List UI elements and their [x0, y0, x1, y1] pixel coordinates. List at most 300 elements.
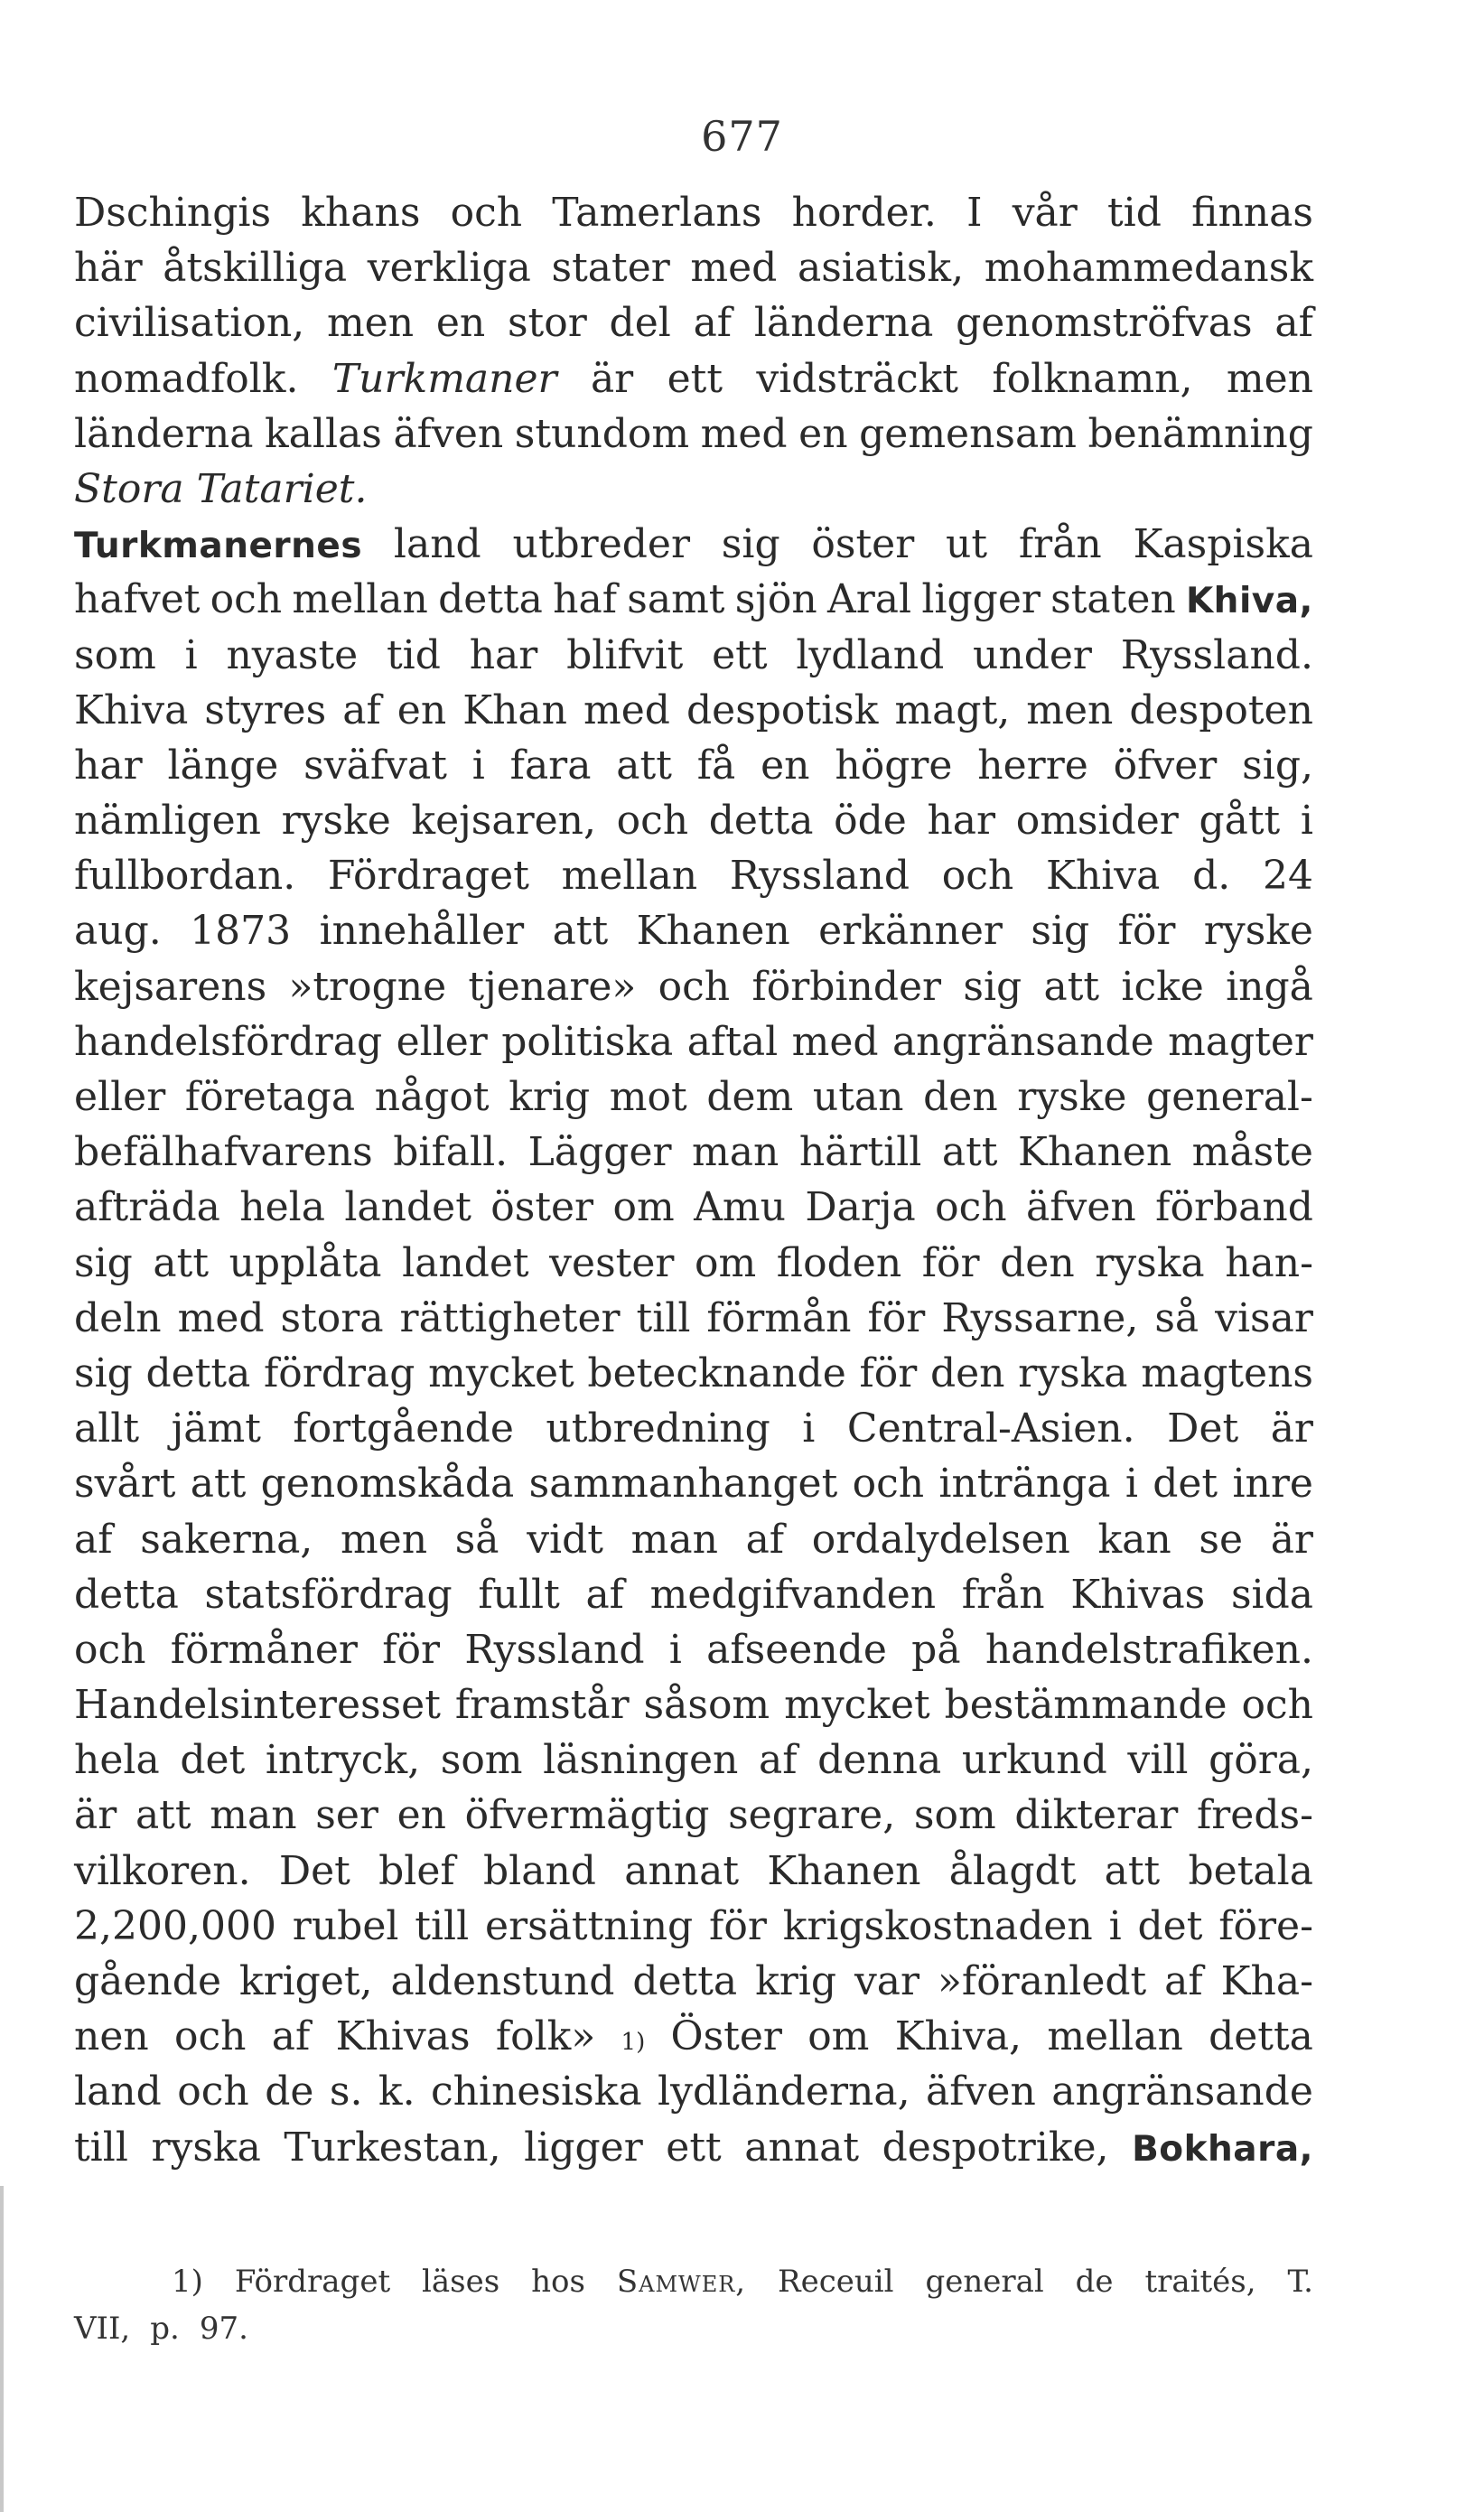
footnote-line	[74, 2305, 1313, 2352]
word: deln	[74, 1294, 162, 1341]
word: hafvet	[74, 576, 201, 623]
word: öster	[811, 521, 915, 568]
word: Khivas	[335, 2013, 471, 2060]
text-line	[74, 1236, 1313, 1291]
word: magt,	[894, 686, 1011, 733]
text-line	[74, 517, 1313, 572]
word: är	[74, 1792, 117, 1839]
word: Kaspiska	[1133, 521, 1313, 568]
word: gemensam	[859, 410, 1077, 457]
word: att	[941, 1129, 998, 1176]
word: »trogne	[288, 963, 447, 1010]
word: I	[966, 190, 983, 236]
word: stundom	[514, 410, 690, 457]
word: och	[74, 1626, 146, 1673]
page-number: 677	[701, 112, 783, 161]
word: bifall.	[393, 1129, 509, 1176]
page-edge-line	[0, 2186, 4, 2512]
word: utbredning	[546, 1405, 770, 1452]
word: annat	[744, 2124, 860, 2171]
word: ryske	[281, 798, 391, 845]
text-line	[74, 295, 1313, 350]
word: icke	[1121, 963, 1204, 1010]
word: despoten	[1129, 686, 1313, 733]
word: att	[616, 742, 672, 789]
word: folknamn,	[992, 355, 1193, 402]
word: Lägger	[527, 1129, 672, 1176]
word: Khanen	[1018, 1129, 1172, 1176]
word: vidsträckt	[756, 355, 958, 402]
word: VII,	[74, 2311, 131, 2347]
word: urkund	[961, 1737, 1107, 1784]
word: ryska	[1018, 1349, 1128, 1396]
text-line	[74, 738, 1313, 793]
word: som	[913, 1792, 996, 1839]
word: handelstrafiken.	[985, 1626, 1313, 1673]
word: öfvermägtig	[464, 1792, 710, 1839]
text-line	[74, 240, 1313, 295]
word: rubel	[292, 1902, 399, 1949]
word: ålagdt	[948, 1847, 1077, 1894]
text-line	[74, 462, 1313, 517]
word: med	[583, 686, 670, 733]
word: detta	[74, 1571, 179, 1618]
word: despotrike,	[882, 2124, 1109, 2171]
text-line	[74, 793, 1313, 848]
word: floden	[776, 1239, 902, 1286]
word: Turkmaner	[331, 355, 557, 402]
word: verkliga	[367, 245, 531, 292]
word: Central-Asien.	[846, 1405, 1135, 1452]
word: civilisation,	[74, 300, 305, 347]
text-line	[74, 1622, 1313, 1677]
word: äfven	[926, 2068, 1036, 2115]
word: 2,200,000	[74, 1902, 276, 1949]
word: före-	[1218, 1902, 1313, 1949]
word: 97.	[199, 2311, 248, 2347]
word: med	[177, 1294, 265, 1341]
word: förband	[1155, 1184, 1313, 1231]
word: betecknande	[587, 1349, 846, 1396]
word: öde	[834, 798, 907, 845]
word: vår	[1012, 190, 1078, 236]
word: den	[1000, 1239, 1075, 1286]
word: kallas	[265, 410, 382, 457]
word: stora	[280, 1294, 384, 1341]
word: Ryssland	[464, 1626, 645, 1673]
word: för	[867, 1294, 926, 1341]
word: som	[74, 631, 156, 678]
word: så	[1154, 1294, 1199, 1341]
text-line	[74, 1456, 1313, 1511]
text-line	[74, 185, 1313, 240]
word: aldenstund	[390, 1958, 615, 2004]
word: hela	[74, 1737, 160, 1784]
word: han-	[1225, 1239, 1313, 1286]
word: blifvit	[566, 631, 684, 678]
word: länderna	[753, 300, 934, 347]
word: under	[973, 631, 1092, 678]
word: benämning	[1087, 410, 1313, 457]
word: lydländerna,	[658, 2068, 910, 2115]
word: segrare,	[728, 1792, 896, 1839]
word: man	[630, 1516, 718, 1563]
word: det	[1137, 1902, 1203, 1949]
word: general-	[1146, 1074, 1313, 1120]
word: måste	[1191, 1129, 1313, 1176]
text-line	[74, 1512, 1313, 1567]
word: ligger	[921, 576, 1041, 623]
word: sjön	[734, 576, 817, 623]
word: och	[210, 576, 283, 623]
word: ryska	[1095, 1239, 1205, 1286]
word: för	[709, 1902, 767, 1949]
word: 1873	[190, 908, 292, 955]
word: Amu	[694, 1184, 786, 1231]
word: rättigheter	[399, 1294, 621, 1341]
word: här	[74, 245, 143, 292]
word: se	[1199, 1516, 1244, 1563]
word: Ryssland.	[1120, 631, 1313, 678]
word: ordalydelsen	[811, 1516, 1070, 1563]
word: att	[135, 1792, 191, 1839]
word: med	[791, 1018, 879, 1065]
word: man	[210, 1792, 297, 1839]
word: betala	[1188, 1847, 1313, 1894]
word: traités,	[1144, 2264, 1256, 2300]
word: magter	[1168, 1018, 1313, 1065]
word: göra,	[1209, 1737, 1313, 1784]
word: sig	[1031, 908, 1090, 955]
word: om	[612, 1184, 675, 1231]
word: öfver	[1113, 742, 1218, 789]
word: ser	[315, 1792, 378, 1839]
word: Tamerlans	[552, 190, 762, 236]
word: Khiva,	[1185, 581, 1313, 622]
word: i	[802, 1405, 816, 1452]
word: en	[397, 686, 447, 733]
word: att	[1043, 963, 1100, 1010]
word: högre	[835, 742, 953, 789]
word: kejsaren,	[411, 798, 596, 845]
word: detta	[438, 576, 543, 623]
word: utan	[812, 1074, 904, 1120]
word: öster	[490, 1184, 594, 1231]
text-line: nen och af Khivas folk» 1) Öster om Khiva, mellan detta	[74, 2009, 1313, 2064]
word: Turkmanernes	[74, 526, 363, 567]
word: af	[758, 1737, 798, 1784]
word: gående	[74, 1958, 221, 2004]
word: den	[923, 1074, 998, 1120]
word: äfven	[393, 410, 504, 457]
word: af	[585, 1571, 624, 1618]
word: sig	[963, 963, 1022, 1010]
word: Fördraget	[234, 2264, 391, 2300]
word: kan	[1097, 1516, 1171, 1563]
word: Khanen	[767, 1847, 921, 1894]
word: nen	[74, 2013, 149, 2060]
word: af	[1164, 1958, 1203, 2004]
word: Samwer,	[616, 2264, 747, 2300]
word: asiatisk,	[797, 245, 965, 292]
word: stor	[507, 300, 587, 347]
word: mycket	[784, 1682, 930, 1729]
word: intryck,	[265, 1737, 421, 1784]
word: Fördraget	[327, 853, 529, 900]
word: har	[927, 798, 996, 845]
word: Turkestan,	[284, 2124, 501, 2171]
text-line	[74, 2064, 1313, 2119]
word: Aral	[827, 576, 912, 623]
word: är	[1270, 1516, 1313, 1563]
text-line	[74, 1788, 1313, 1843]
word: jämt	[171, 1405, 261, 1452]
word: sakerna,	[140, 1516, 313, 1563]
word: freds-	[1196, 1792, 1313, 1839]
word: det	[1153, 1461, 1218, 1508]
word: Ryssland	[729, 853, 910, 900]
word: vidt	[527, 1516, 603, 1563]
word: nämligen	[74, 798, 261, 845]
word: i	[1300, 798, 1313, 845]
word: detta	[708, 798, 814, 845]
word: dikterar	[1014, 1792, 1179, 1839]
word: sig,	[1242, 742, 1313, 789]
word: befälhafvarens	[74, 1129, 373, 1176]
word: mellan	[292, 576, 428, 623]
word: Khiva,	[894, 2013, 1022, 2060]
word: krig	[509, 1074, 591, 1120]
word: förbinder	[751, 963, 942, 1010]
word: fara	[509, 742, 592, 789]
word: ut	[946, 521, 988, 568]
word: för	[382, 1626, 441, 1673]
word: mellan	[561, 853, 698, 900]
word: förmåner	[170, 1626, 358, 1673]
word: k.	[378, 2068, 415, 2115]
word: från	[961, 1571, 1045, 1618]
word: allt	[74, 1405, 140, 1452]
word: och	[1241, 1682, 1313, 1729]
word: en	[798, 410, 848, 457]
word: så	[454, 1516, 499, 1563]
word: framstår	[454, 1682, 630, 1729]
word: omsider	[1015, 798, 1179, 845]
word: för	[1117, 908, 1176, 955]
word: något	[374, 1074, 490, 1120]
word: och	[941, 853, 1014, 900]
word: till	[415, 1902, 470, 1949]
word: d.	[1192, 853, 1231, 900]
word: horder.	[791, 190, 937, 236]
text-line	[74, 1401, 1313, 1456]
text-line	[74, 1677, 1313, 1732]
word: angränsande	[1051, 2068, 1313, 2115]
word: khans	[301, 190, 421, 236]
word: Dschingis	[74, 190, 272, 236]
word: att	[153, 1239, 210, 1286]
word: magtens	[1141, 1349, 1313, 1396]
word: som	[440, 1737, 523, 1784]
word: och	[177, 2068, 249, 2115]
word: eller	[74, 1074, 166, 1120]
word: dem	[706, 1074, 794, 1120]
word: läsningen	[543, 1737, 739, 1784]
word: innehåller	[319, 908, 525, 955]
word: Darja	[805, 1184, 916, 1231]
word: men	[1026, 686, 1114, 733]
word: detta	[632, 1958, 738, 2004]
word: bestämmande	[944, 1682, 1227, 1729]
text-line	[74, 1069, 1313, 1125]
word: kejsarens	[74, 963, 267, 1010]
text-line	[74, 1899, 1313, 1954]
word: 1)	[172, 2264, 203, 2300]
word: staten	[1050, 576, 1176, 623]
word: afseende	[706, 1626, 887, 1673]
word: upplåta	[229, 1239, 382, 1286]
word: medgifvanden	[649, 1571, 937, 1618]
word: mellan	[1047, 2013, 1183, 2060]
word: Khan	[462, 686, 567, 733]
word: detta	[1209, 2013, 1313, 2060]
word: erkänner	[818, 908, 1003, 955]
word: Ryssarne,	[941, 1294, 1139, 1341]
text-line	[74, 1844, 1313, 1899]
word: ryska	[151, 2124, 261, 2171]
word: och	[616, 798, 689, 845]
word: en	[435, 300, 486, 347]
footnote-line	[74, 2258, 1313, 2305]
text-line	[74, 903, 1313, 958]
text-line	[74, 2120, 1313, 2175]
word: i	[668, 1626, 682, 1673]
word: företaga	[184, 1074, 356, 1120]
word: de	[265, 2068, 314, 2115]
word: svårt	[74, 1461, 176, 1508]
word: del	[609, 300, 671, 347]
word: folk»	[495, 2013, 596, 2060]
text-line	[74, 628, 1313, 683]
word: stater	[551, 245, 670, 292]
text-line	[74, 1567, 1313, 1622]
word: Det	[1167, 1405, 1239, 1452]
word: i	[1125, 1461, 1138, 1508]
text-line	[74, 406, 1313, 462]
word: general	[925, 2264, 1044, 2300]
text-line	[74, 1291, 1313, 1346]
word: för	[921, 1239, 980, 1286]
text-line	[74, 572, 1313, 627]
word: fullbordan.	[74, 853, 296, 900]
word: chinesiska	[431, 2068, 642, 2115]
text-line	[74, 1954, 1313, 2009]
word: T.	[1287, 2264, 1313, 2300]
word: en	[397, 1792, 446, 1839]
word: om	[694, 1239, 757, 1286]
word: Öster	[670, 2013, 782, 2060]
word: despotisk	[686, 686, 879, 733]
word: åtskilliga	[163, 245, 348, 292]
word: lydland	[796, 631, 945, 678]
word: har	[469, 631, 538, 678]
word: men	[1226, 355, 1313, 402]
word: mot	[609, 1074, 687, 1120]
word: Det	[278, 1847, 350, 1894]
word: den	[929, 1349, 1005, 1396]
word: af	[342, 686, 381, 733]
word: Bokhara,	[1132, 2128, 1313, 2170]
text-line	[74, 1346, 1313, 1401]
word: af	[1274, 300, 1313, 347]
word: ingå	[1226, 963, 1313, 1010]
word: är	[590, 355, 634, 402]
word: krig	[755, 1958, 837, 2004]
word: ersättning	[485, 1902, 694, 1949]
word: att	[1104, 1847, 1161, 1894]
word: att	[552, 908, 609, 955]
word: af	[693, 300, 733, 347]
word: länderna	[74, 410, 254, 457]
word: gått	[1199, 798, 1281, 845]
word: landet	[344, 1184, 471, 1231]
word: men	[340, 1516, 428, 1563]
word: aug.	[74, 908, 162, 955]
word: vilkoren.	[74, 1847, 251, 1894]
word: politiska	[501, 1018, 674, 1065]
word: afträda	[74, 1184, 220, 1231]
word: detta	[145, 1349, 251, 1396]
word: tid	[1107, 190, 1162, 236]
word: styres	[204, 686, 327, 733]
word: från	[1018, 521, 1102, 568]
word: att	[190, 1461, 247, 1508]
body-text	[74, 185, 1313, 2175]
word: sida	[1230, 1571, 1313, 1618]
word: ett	[712, 631, 768, 678]
word: intränga	[938, 1461, 1111, 1508]
word: ryske	[1017, 1074, 1127, 1120]
word: landet	[402, 1239, 529, 1286]
word: finnas	[1191, 190, 1313, 236]
word: Handelsinteresset	[74, 1682, 441, 1729]
word: i	[1108, 1902, 1122, 1949]
word: Kha-	[1220, 1958, 1313, 2004]
word: statsfördrag	[204, 1571, 453, 1618]
word: om	[807, 2013, 870, 2060]
word: med	[690, 245, 778, 292]
word: tid	[387, 631, 441, 678]
word: samt	[627, 576, 725, 623]
word: eller	[396, 1018, 488, 1065]
word: var	[854, 1958, 920, 2004]
word: och	[174, 2013, 247, 2060]
word: Receuil	[778, 2264, 894, 2300]
word: herre	[977, 742, 1088, 789]
word: ryske	[1203, 908, 1313, 955]
word: i	[184, 631, 198, 678]
word: en	[761, 742, 810, 789]
word: kriget,	[238, 1958, 373, 2004]
word: till	[636, 1294, 691, 1341]
word: sväfvat	[303, 742, 447, 789]
text-line	[74, 1125, 1313, 1180]
word: på	[911, 1626, 961, 1673]
word: bland	[482, 1847, 596, 1894]
word: Khivas	[1070, 1571, 1206, 1618]
word: och	[658, 963, 731, 1010]
word: såsom	[643, 1682, 770, 1729]
